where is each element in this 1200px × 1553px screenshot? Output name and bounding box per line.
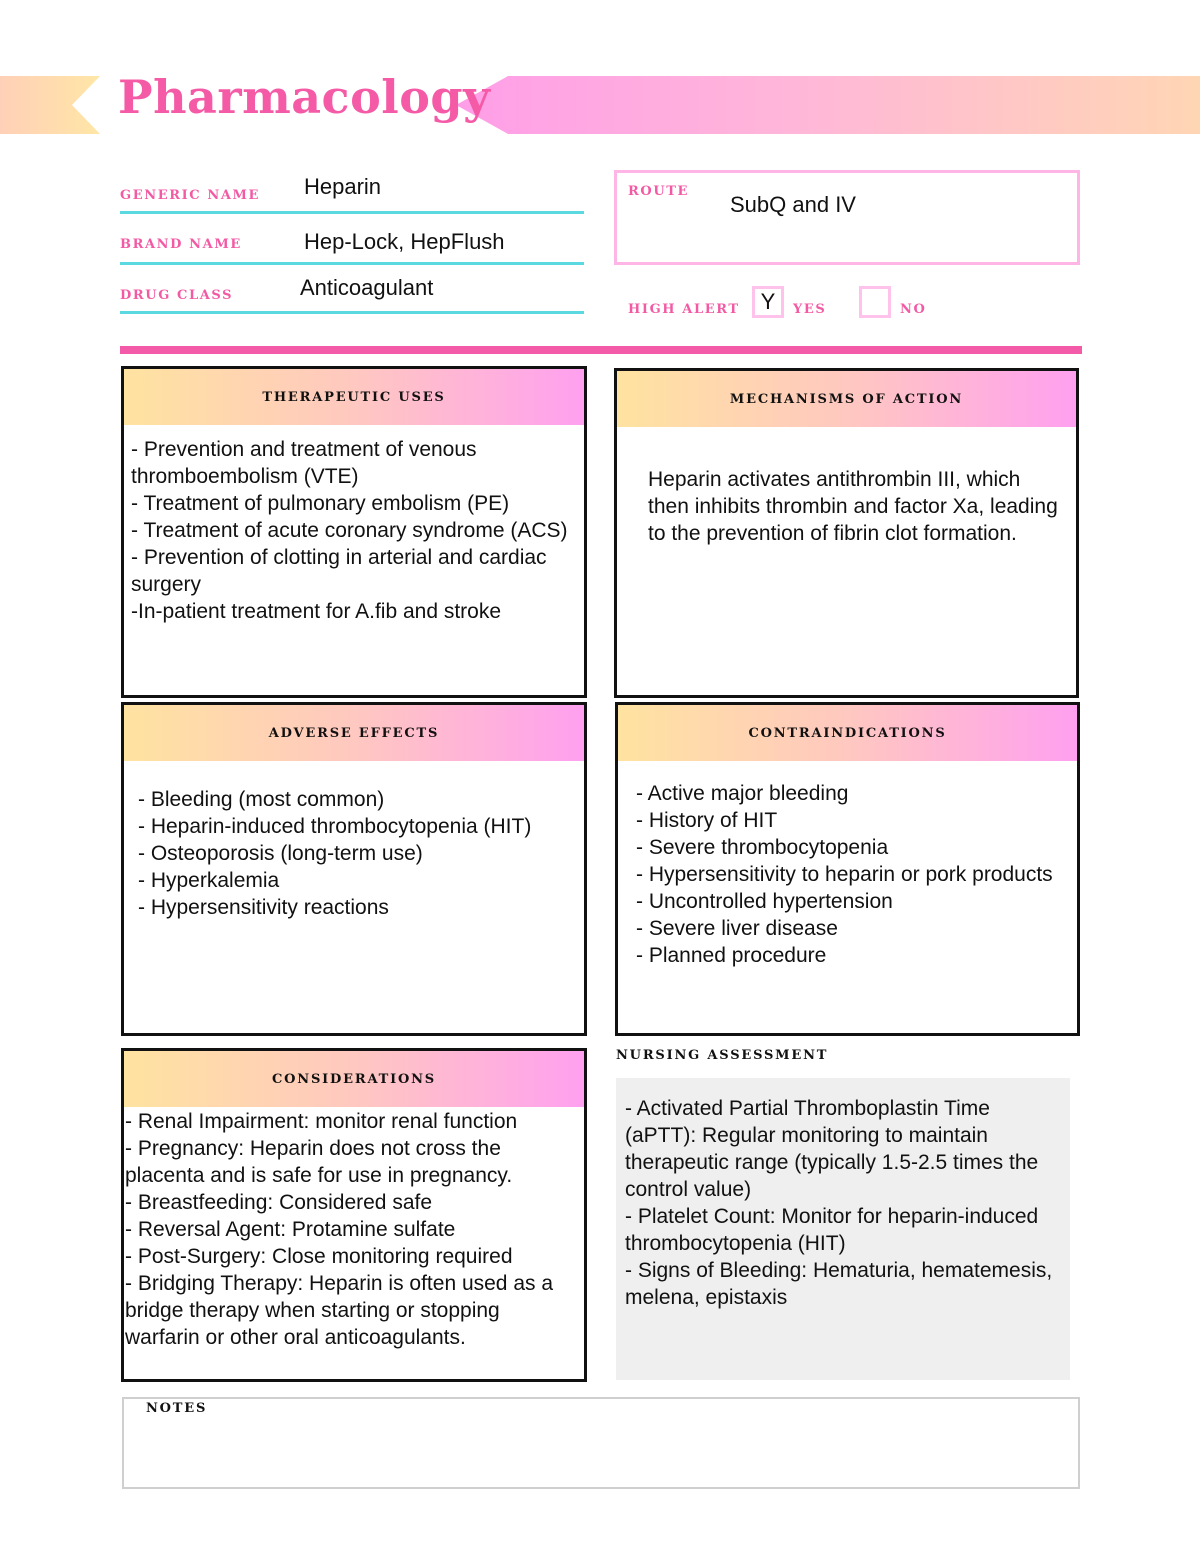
generic-name-value[interactable]: Heparin bbox=[304, 174, 382, 199]
therapeutic-uses-title: THERAPEUTIC USES bbox=[262, 389, 446, 405]
no-label: NO bbox=[900, 302, 927, 317]
notes-box[interactable] bbox=[122, 1397, 1080, 1489]
therapeutic-uses-body[interactable]: - Prevention and treatment of venous thromboembolism (VTE) - Treatment of pulmonary embolism (PE) - Treatment of acute coronary syndrome (ACS) - Prevention of clotting in arterial and cardiac surgery -In-patient treatment for A.fib and stroke bbox=[131, 438, 568, 623]
banner-right-ribbon bbox=[456, 76, 1200, 134]
considerations-card bbox=[121, 1048, 587, 1382]
header-banner bbox=[0, 70, 1200, 134]
contraindications-card bbox=[615, 702, 1080, 1036]
drug-class-underline bbox=[120, 311, 584, 314]
route-box[interactable] bbox=[614, 170, 1080, 265]
drug-class-label: DRUG CLASS bbox=[120, 288, 234, 303]
high-alert-label: HIGH ALERT bbox=[628, 302, 740, 317]
adverse-effects-body[interactable]: - Bleeding (most common) - Heparin-induced thrombocytopenia (HIT) - Osteoporosis (long-term use) - Hyperkalemia - Hypersensitivity reactions bbox=[138, 788, 532, 919]
contraindications-header bbox=[618, 705, 1077, 761]
route-label: ROUTE bbox=[628, 184, 690, 199]
adverse-effects-header bbox=[124, 705, 584, 761]
high-alert-yes-checkbox[interactable]: Y bbox=[752, 286, 784, 318]
nursing-assessment-title: NURSING ASSESSMENT bbox=[616, 1048, 829, 1063]
brand-name-underline bbox=[120, 262, 584, 265]
nursing-assessment-box bbox=[616, 1078, 1070, 1380]
high-alert-no-checkbox[interactable] bbox=[859, 286, 891, 318]
generic-name-underline bbox=[120, 211, 584, 214]
banner-left-ribbon bbox=[0, 76, 100, 134]
brand-name-label: BRAND NAME bbox=[120, 237, 242, 252]
considerations-title: CONSIDERATIONS bbox=[272, 1071, 436, 1087]
brand-name-value[interactable]: Hep-Lock, HepFlush bbox=[304, 229, 505, 254]
adverse-effects-title: ADVERSE EFFECTS bbox=[268, 725, 440, 741]
yes-label: YES bbox=[793, 302, 827, 317]
contraindications-title: CONTRAINDICATIONS bbox=[748, 725, 947, 741]
mechanisms-of-action-title: MECHANISMS OF ACTION bbox=[729, 391, 964, 407]
mechanisms-of-action-card bbox=[614, 368, 1079, 698]
considerations-body[interactable]: - Renal Impairment: monitor renal function - Pregnancy: Heparin does not cross the placenta and is safe for use in pregnancy. - Breastfeeding: Considered safe - Reversal Agent: Protamine sulfate - Post-Surgery: Close monitoring required - Bridging Therapy: Heparin is often used as a bridge therapy when starting or stopping warfarin or other oral anticoagulants. bbox=[125, 1110, 554, 1349]
considerations-header bbox=[124, 1051, 584, 1107]
generic-name-label: GENERIC NAME bbox=[120, 188, 261, 203]
mechanisms-of-action-body[interactable]: Heparin activates antithrombin III, which then inhibits thrombin and factor Xa, leading to the prevention of fibrin clot formation. bbox=[648, 468, 1058, 545]
mechanisms-of-action-header bbox=[617, 371, 1076, 427]
adverse-effects-card bbox=[121, 702, 587, 1036]
drug-class-value[interactable]: Anticoagulant bbox=[300, 275, 434, 300]
page-title: Pharmacology bbox=[118, 70, 491, 124]
nursing-assessment-body[interactable]: - Activated Partial Thromboplastin Time (aPTT): Regular monitoring to maintain therapeutic range (typically 1.5-2.5 times the control value) - Platelet Count: Monitor for heparin-induced thrombocytopenia (HIT) - Signs of Bleeding: Hematuria, hematemesis, melena, epistaxis bbox=[625, 1097, 1053, 1309]
route-value[interactable]: SubQ and IV bbox=[730, 192, 856, 217]
notes-title: NOTES bbox=[146, 1401, 208, 1416]
section-divider bbox=[120, 346, 1082, 354]
therapeutic-uses-header bbox=[124, 369, 584, 425]
contraindications-body[interactable]: - Active major bleeding - History of HIT - Severe thrombocytopenia - Hypersensitivity to heparin or pork products - Uncontrolled hypertension - Severe liver disease - Planned procedure bbox=[636, 782, 1053, 967]
therapeutic-uses-card bbox=[121, 366, 587, 698]
